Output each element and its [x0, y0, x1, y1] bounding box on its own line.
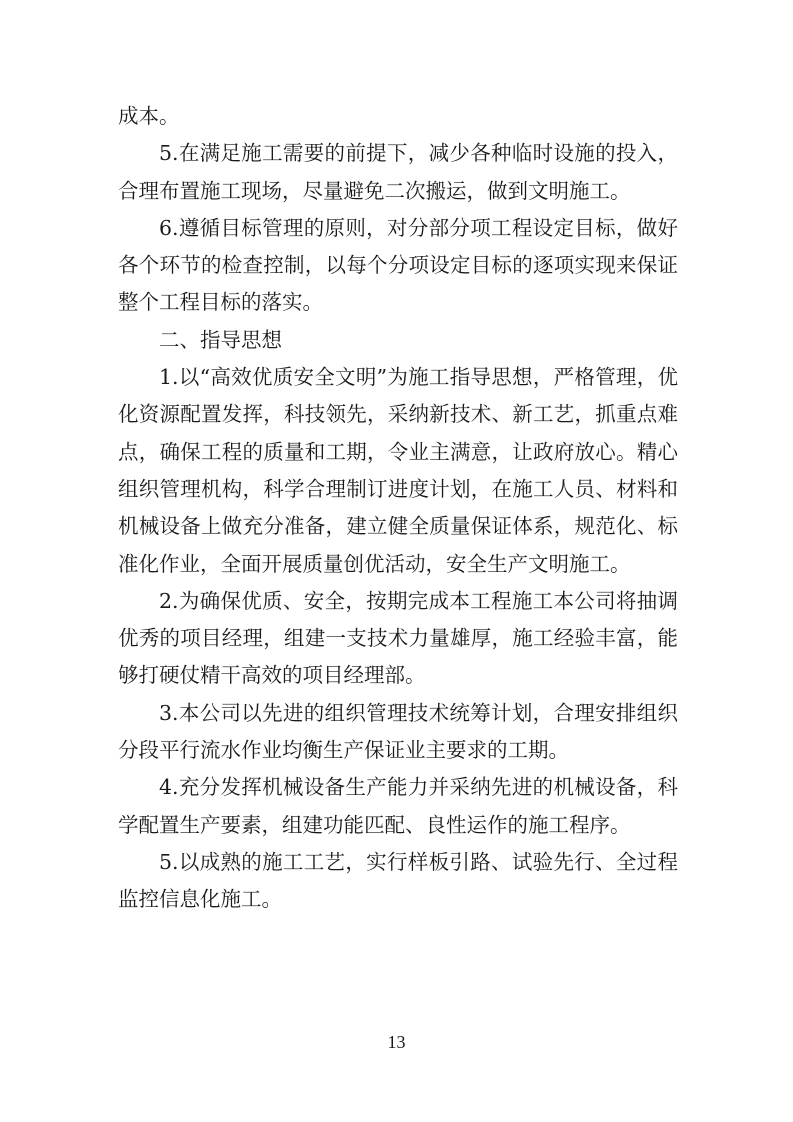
list-item: 1.以“高效优质安全文明”为施工指导思想，严格管理，优化资源配置发挥，科技领先，采纳新技术、新工艺，抓重点难点，确保工程的质量和工期，令业主满意，让政府放心。精心组织管理机构，科学合理制订进度计划，在施工人员、材料和机械设备上做充分准备，建立健全质量保证体系，规范化、标准化作业，全面开展质量创优活动，安全生产文明施工。 — [118, 365, 678, 576]
list-item: 6.遵循目标管理的原则，对分部分项工程设定目标，做好各个环节的检查控制，以每个分项设定目标的逐项实现来保证整个工程目标的落实。 — [118, 215, 678, 315]
page-number: 13 — [387, 1032, 406, 1052]
list-item: 2.为确保优质、安全，按期完成本工程施工本公司将抽调优秀的项目经理，组建一支技术力量雄厚，施工经验丰富，能够打硬仗精干高效的项目经理部。 — [118, 588, 678, 688]
list-item: 4.充分发挥机械设备生产能力并采纳先进的机械设备，科学配置生产要素，组建功能匹配、良性运作的施工程序。 — [118, 775, 678, 837]
page-body — [118, 98, 678, 919]
section-heading: 二、指导思想 — [159, 327, 282, 352]
list-item: 3.本公司以先进的组织管理技术统筹计划，合理安排组织分段平行流水作业均衡生产保证业主要求的工期。 — [118, 700, 678, 763]
continuation-paragraph: 成本。 — [118, 104, 180, 128]
list-item: 5.以成熟的施工工艺，实行样板引路、试验先行、全过程监控信息化施工。 — [118, 849, 678, 912]
list-item: 5.在满足施工需要的前提下，减少各种临时设施的投入，合理布置施工现场，尽量避免二次搬运，做到文明施工。 — [118, 141, 678, 203]
